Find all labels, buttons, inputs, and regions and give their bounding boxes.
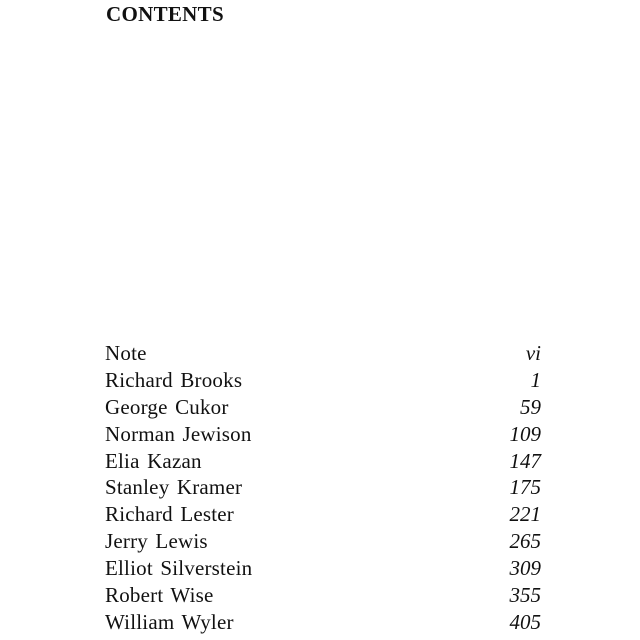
- contents-heading: CONTENTS: [106, 2, 224, 26]
- toc-entry-title: William Wyler: [105, 609, 234, 634]
- toc-entry-page: 175: [509, 475, 541, 500]
- toc-entry-title: Stanley Kramer: [105, 475, 243, 500]
- toc-entry-richard-lester: [105, 501, 541, 528]
- toc-entry-william-wyler: [105, 609, 541, 636]
- toc-entry-stanley-kramer: [105, 474, 541, 501]
- toc-entry-page: vi: [525, 341, 541, 365]
- toc-entry-title: Elia Kazan: [105, 448, 202, 473]
- toc-entry-jerry-lewis: [105, 528, 541, 555]
- toc-entry-richard-brooks: [105, 367, 541, 394]
- table-of-contents: [105, 340, 541, 636]
- toc-entry-note: [105, 340, 541, 367]
- toc-entry-title: Note: [105, 341, 147, 365]
- toc-entry-robert-wise: [105, 582, 541, 609]
- toc-entry-george-cukor: [105, 394, 541, 421]
- toc-entry-elliot-silverstein: [105, 555, 541, 582]
- toc-entry-page: 109: [509, 421, 541, 446]
- toc-entry-title: Robert Wise: [105, 583, 214, 608]
- toc-entry-page: 1: [530, 367, 541, 392]
- toc-entry-title: Jerry Lewis: [105, 529, 208, 554]
- toc-entry-elia-kazan: [105, 448, 541, 475]
- toc-entry-page: 147: [509, 448, 541, 473]
- toc-entry-page: 265: [509, 529, 541, 554]
- toc-entry-page: 309: [509, 556, 541, 581]
- toc-entry-title: Elliot Silverstein: [105, 556, 253, 581]
- toc-entry-title: Norman Jewison: [105, 421, 252, 446]
- toc-entry-page: 221: [509, 502, 541, 527]
- toc-entry-norman-jewison: [105, 421, 541, 448]
- toc-entry-page: 355: [509, 583, 541, 608]
- toc-entry-page: 405: [509, 609, 541, 634]
- toc-entry-title: Richard Lester: [105, 502, 234, 527]
- toc-entry-title: George Cukor: [105, 394, 229, 419]
- toc-entry-page: 59: [520, 394, 541, 419]
- toc-entry-title: Richard Brooks: [105, 367, 243, 392]
